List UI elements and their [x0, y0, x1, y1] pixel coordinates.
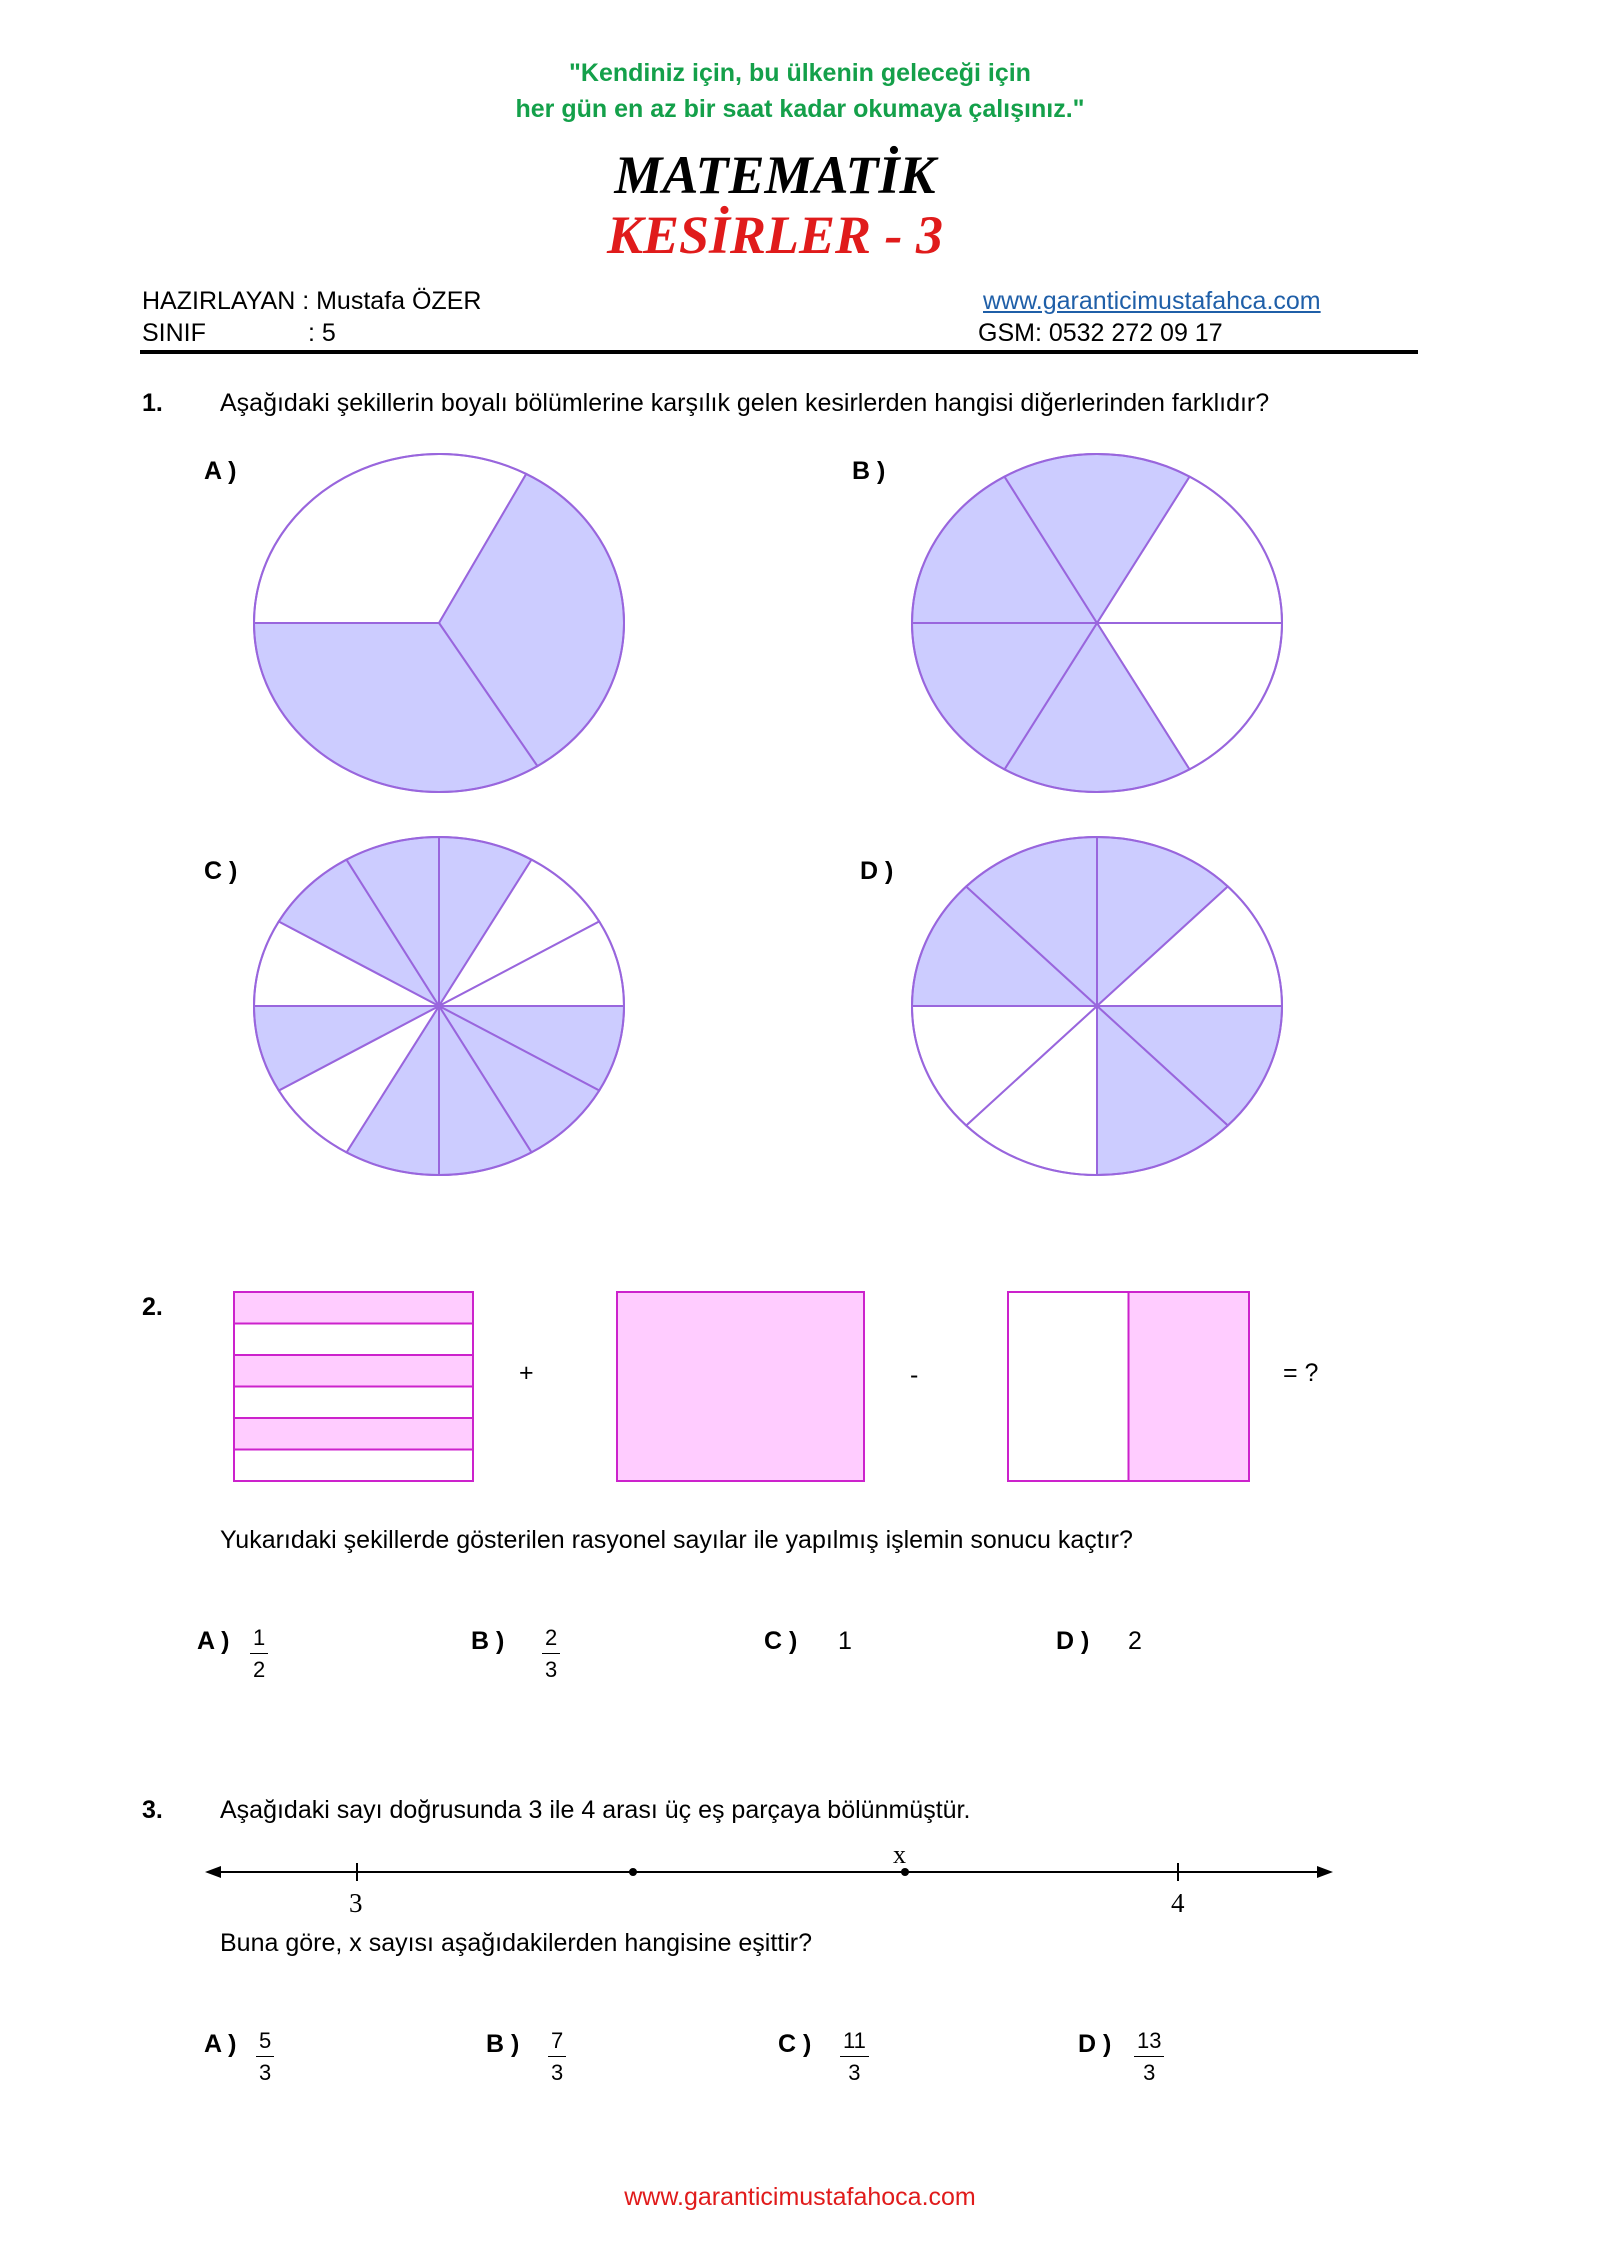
- question-1-text: Aşağıdaki şekillerin boyalı bölümlerine karşılık gelen kesirlerden hangisi diğerlerinden farklıdır?: [220, 389, 1270, 417]
- left-arrow-icon: [205, 1866, 221, 1878]
- class-value: : 5: [308, 319, 336, 347]
- question-1-number: 1.: [142, 389, 163, 417]
- q2-minus-sign: -: [910, 1361, 919, 1389]
- q3-option-a-label: A ): [204, 2030, 237, 2058]
- q2-option-a-label: A ): [197, 1627, 230, 1655]
- q2-shape-striped-rectangle: [233, 1291, 474, 1482]
- q2-shape-half-rectangle: [1007, 1291, 1250, 1482]
- x-label: x: [893, 1840, 906, 1869]
- q2-option-b-label: B ): [471, 1627, 505, 1655]
- q2-option-d-label: D ): [1056, 1627, 1090, 1655]
- footer-website[interactable]: www.garanticimustafahoca.com: [624, 2183, 976, 2211]
- author-label: HAZIRLAYAN : Mustafa ÖZER: [142, 287, 482, 315]
- q1-option-a-label: A ): [204, 457, 237, 485]
- q1-figure-c-circle: [252, 835, 626, 1177]
- q1-figure-a-circle: [252, 452, 626, 794]
- website-link[interactable]: www.garanticimustafahca.com: [983, 287, 1321, 315]
- q2-equals-question: = ?: [1283, 1359, 1319, 1387]
- number-line-label-3: 3: [349, 1888, 363, 1918]
- q3-option-a-fraction: [256, 2028, 274, 2086]
- q3-option-d-label: D ): [1078, 2030, 1112, 2058]
- q1-option-d-label: D ): [860, 857, 894, 885]
- quote-line-2: her gün en az bir saat kadar okumaya çalışınız.": [515, 95, 1085, 123]
- question-3-text: Aşağıdaki sayı doğrusunda 3 ile 4 arası üç eş parçaya bölünmüştür.: [220, 1796, 971, 1824]
- fraction-numerator: 13: [1134, 2028, 1164, 2057]
- fraction-numerator: 7: [548, 2028, 566, 2057]
- fraction-numerator: 1: [250, 1625, 268, 1654]
- q2-option-d-value: 2: [1128, 1627, 1142, 1655]
- q3-option-b-label: B ): [486, 2030, 520, 2058]
- fraction-numerator: 5: [256, 2028, 274, 2057]
- fraction-numerator: 2: [542, 1625, 560, 1654]
- fraction-numerator: 11: [840, 2028, 869, 2057]
- fraction-denominator: 3: [1143, 2060, 1156, 2085]
- quote-line-1: "Kendiniz için, bu ülkenin geleceği için: [569, 59, 1031, 87]
- number-line-label-4: 4: [1171, 1888, 1185, 1918]
- fraction-denominator: 3: [551, 2060, 564, 2085]
- q3-option-b-fraction: [548, 2028, 566, 2086]
- shaded-row: [234, 1355, 473, 1387]
- q2-option-a-fraction: [250, 1625, 268, 1683]
- q1-option-c-label: C ): [204, 857, 238, 885]
- question-2-text: Yukarıdaki şekillerde gösterilen rasyonel sayılar ile yapılmış işlemin sonucu kaçtır?: [220, 1526, 1133, 1554]
- q2-plus-sign: +: [519, 1359, 534, 1387]
- question-3-text-2: Buna göre, x sayısı aşağıdakilerden hangisine eşittir?: [220, 1929, 813, 1957]
- shaded-row: [234, 1292, 473, 1324]
- page-subtitle: KESİRLER - 3: [606, 205, 944, 265]
- shaded-row: [234, 1418, 473, 1450]
- q2-option-b-fraction: [542, 1625, 560, 1683]
- fraction-denominator: 3: [545, 1657, 558, 1682]
- division-point-1: [629, 1868, 637, 1876]
- q3-option-c-label: C ): [778, 2030, 812, 2058]
- q1-option-b-label: B ): [852, 457, 886, 485]
- unshaded-column: [1008, 1292, 1129, 1481]
- q1-figure-b-circle: [910, 452, 1284, 794]
- q1-figure-d-circle: [910, 835, 1284, 1177]
- right-arrow-icon: [1317, 1866, 1333, 1878]
- fraction-denominator: 2: [253, 1657, 266, 1682]
- q3-option-c-fraction: [840, 2028, 869, 2086]
- fraction-denominator: 3: [259, 2060, 272, 2085]
- unshaded-row: [234, 1324, 473, 1356]
- question-2-number: 2.: [142, 1293, 163, 1321]
- shaded-column: [1129, 1292, 1250, 1481]
- unshaded-row: [234, 1450, 473, 1482]
- header-divider: [140, 350, 1418, 354]
- q2-option-c-value: 1: [838, 1627, 852, 1655]
- unshaded-row: [234, 1387, 473, 1419]
- q3-number-line: [205, 1858, 1335, 1898]
- fraction-denominator: 3: [848, 2060, 861, 2085]
- q3-option-d-fraction: [1134, 2028, 1164, 2086]
- shaded-whole: [617, 1292, 864, 1481]
- q2-shape-full-rectangle: [616, 1291, 865, 1482]
- q2-option-c-label: C ): [764, 1627, 798, 1655]
- class-label: SINIF: [142, 319, 206, 347]
- phone-number: GSM: 0532 272 09 17: [978, 319, 1223, 347]
- page-title: MATEMATİK: [614, 145, 936, 205]
- question-3-number: 3.: [142, 1796, 163, 1824]
